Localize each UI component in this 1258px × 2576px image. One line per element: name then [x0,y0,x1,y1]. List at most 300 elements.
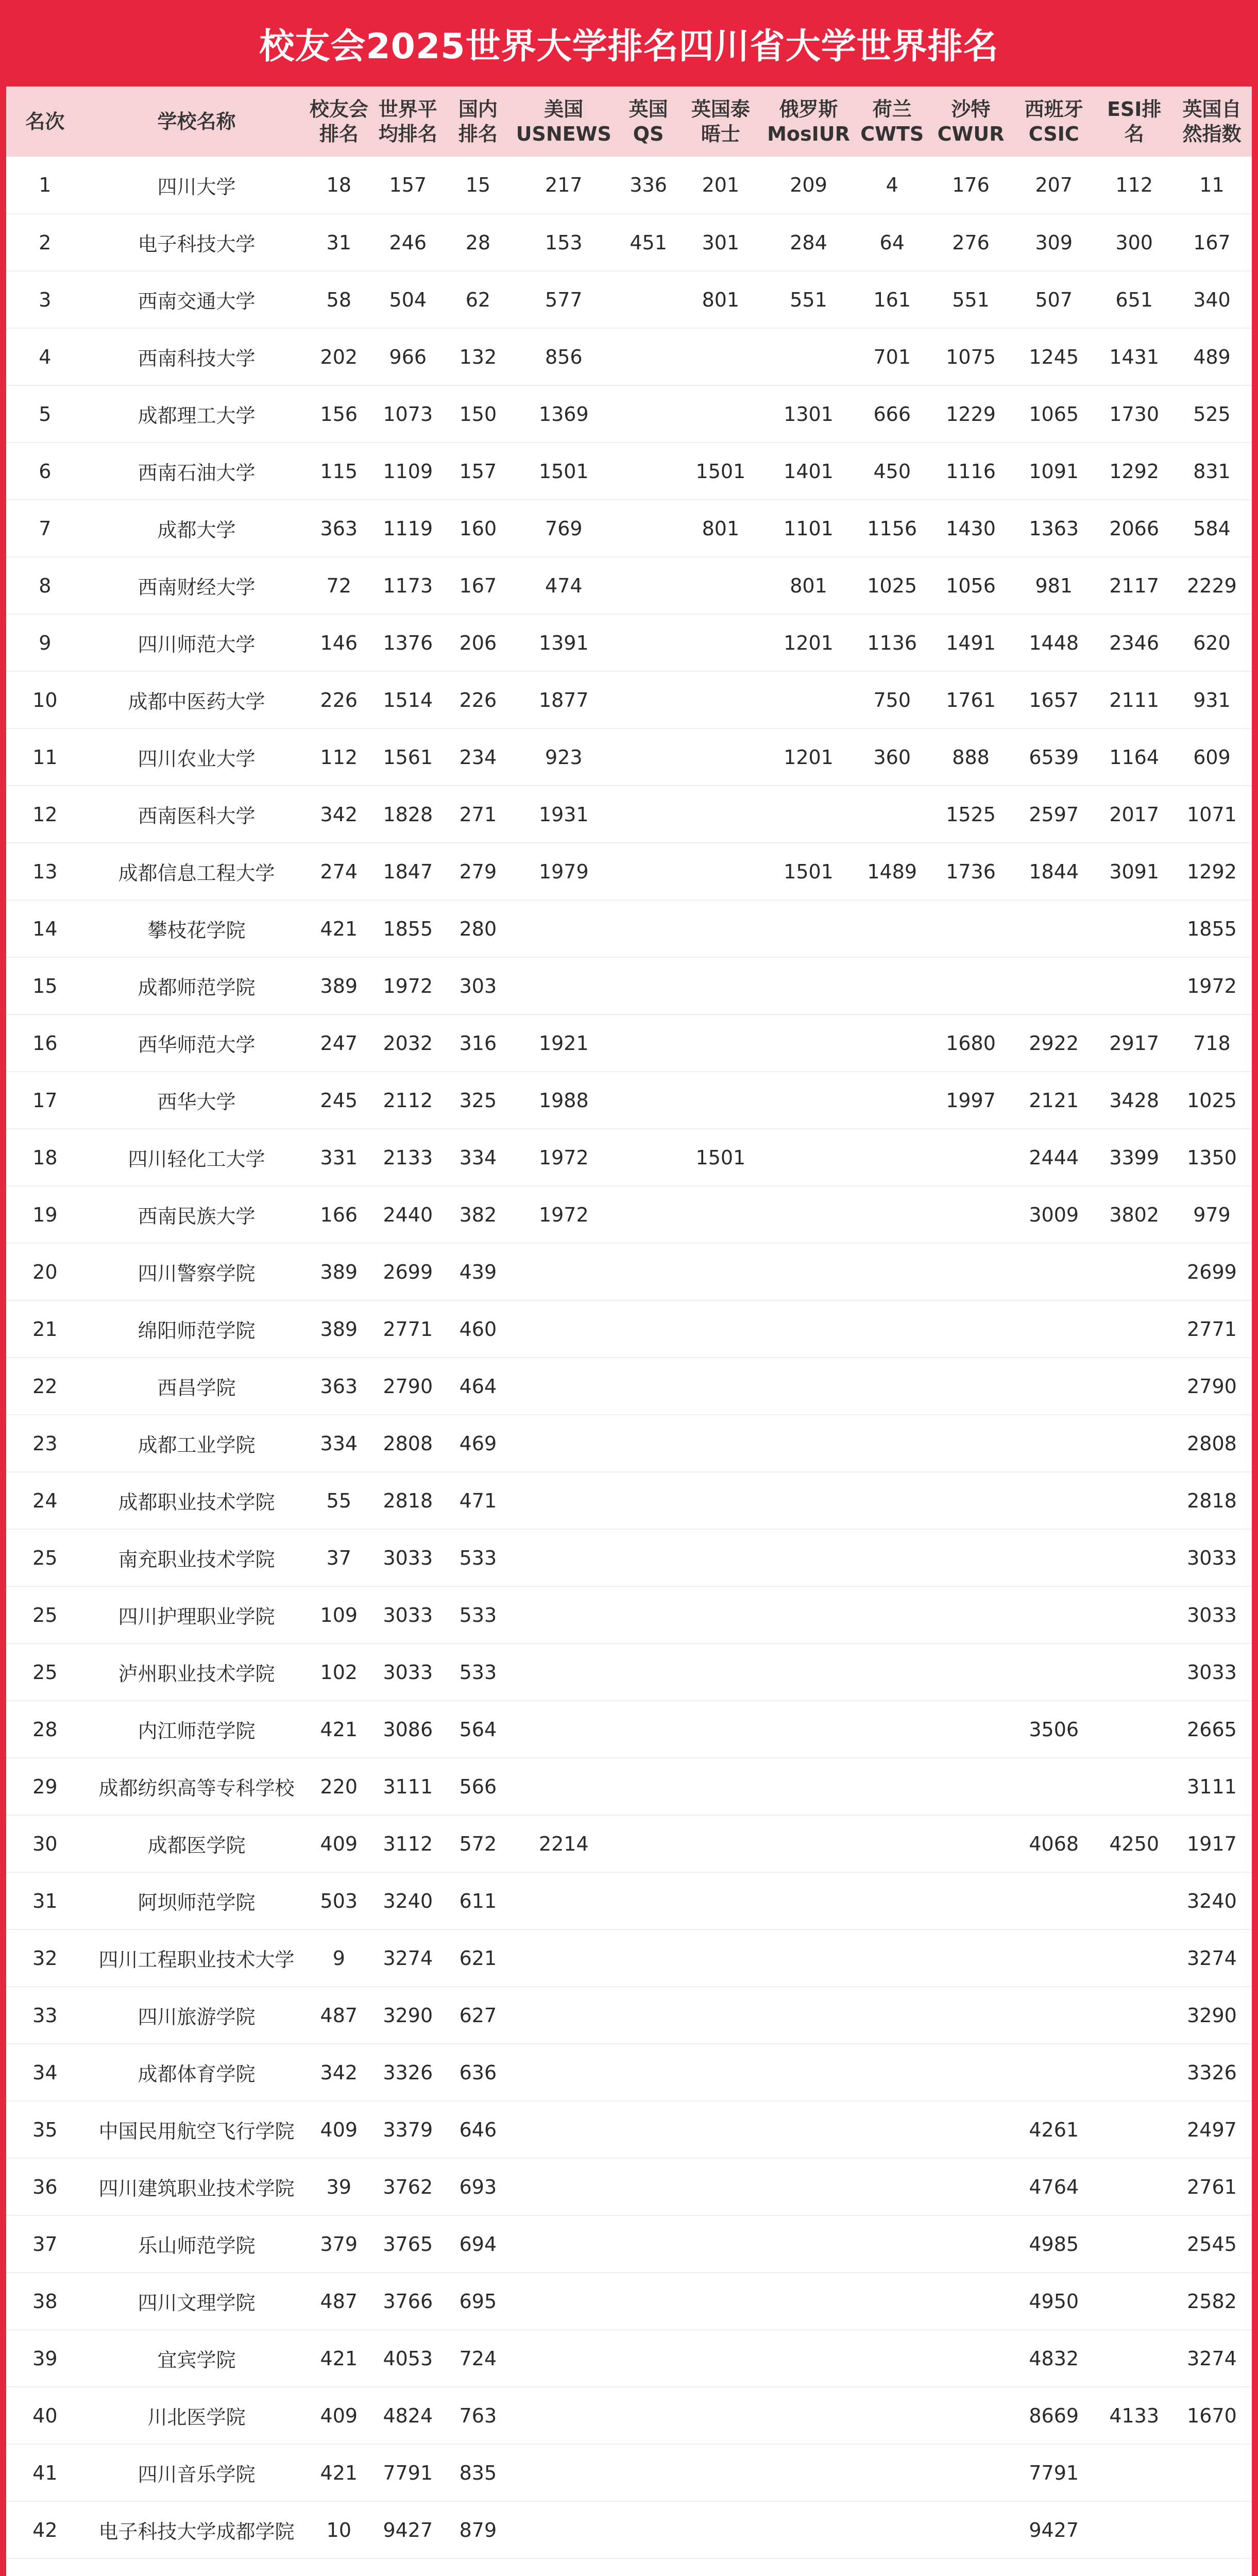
table-row [6,614,1252,671]
table-cell [678,557,763,614]
table-cell: 1972 [1187,974,1237,997]
table-row [6,1358,1252,1415]
table-cell [763,1129,854,1186]
table-cell [619,1758,678,1815]
table-cell [930,1872,1011,1929]
table-cell: 4133 [1109,2404,1160,2427]
table-cell: 460 [459,1317,497,1341]
school-name-cell: 内江师范学院 [138,1720,256,1742]
table-cell [1096,2273,1172,2330]
rank-cell: 7 [39,517,52,540]
table-cell: 1292 [1187,860,1237,883]
table-cell [678,1415,763,1472]
table-cell [1011,1529,1096,1586]
table-cell [509,2101,619,2158]
table-cell: 2111 [1109,688,1160,711]
table-row [6,1929,1252,1987]
table-cell [678,2215,763,2273]
table-cell [368,2558,447,2576]
table-cell [854,1243,930,1300]
table-cell: 1844 [1029,860,1079,883]
table-cell [509,900,619,957]
rank-cell: 28 [32,1718,58,1741]
table-cell [930,1987,1011,2044]
table-cell: 487 [320,2290,358,2313]
table-cell [854,1529,930,1586]
table-row [6,557,1252,614]
table-cell [1096,900,1172,957]
table-cell [763,1472,854,1529]
table-cell: 2761 [1187,2175,1237,2198]
table-cell: 3399 [1109,1146,1160,1169]
table-cell: 620 [1193,631,1231,654]
table-cell [1011,2558,1096,2576]
table-cell: 621 [459,1946,497,1970]
table-cell: 2790 [383,1375,433,1398]
table-cell [854,1472,930,1529]
rank-cell: 30 [32,1832,58,1855]
column-header: 英国泰 晤士 [691,98,750,145]
table-cell [1096,1701,1172,1758]
table-cell: 2346 [1109,631,1160,654]
table-cell: 3506 [1029,1718,1079,1741]
table-cell [509,1529,619,1586]
table-cell: 1025 [867,574,917,597]
table-cell [763,1872,854,1929]
table-cell: 1972 [538,1203,589,1226]
table-cell: 166 [320,1203,358,1226]
table-cell: 471 [459,1489,497,1512]
ranking-panel [6,87,1252,2576]
table-row [6,328,1252,385]
table-cell: 279 [459,860,497,883]
table-cell [678,2444,763,2501]
table-cell: 1670 [1187,2404,1237,2427]
table-cell [854,1872,930,1929]
table-cell [619,614,678,671]
table-cell [619,2158,678,2215]
table-cell [619,1701,678,1758]
table-cell: 3111 [1187,1775,1237,1798]
table-cell: 1448 [1029,631,1079,654]
table-cell: 504 [389,288,427,311]
rank-cell: 36 [32,2175,58,2198]
table-cell: 627 [459,2004,497,2027]
table-cell: 161 [873,288,911,311]
table-cell: 379 [320,2232,358,2256]
table-cell: 724 [459,2347,497,2370]
table-cell [619,2101,678,2158]
table-cell: 646 [459,2118,497,2141]
table-cell: 879 [459,2518,497,2541]
table-cell [854,1987,930,2044]
table-cell [854,1300,930,1358]
table-cell [930,1472,1011,1529]
school-name-cell: 西南民族大学 [138,1205,256,1228]
table-cell [930,2387,1011,2444]
table-cell [678,843,763,900]
table-cell: 1245 [1029,345,1079,368]
school-name-cell: 四川音乐学院 [138,2463,256,2486]
table-cell: 157 [389,174,427,196]
table-cell [509,1701,619,1758]
school-name-cell: 西南石油大学 [138,462,256,484]
table-cell [930,1300,1011,1358]
table-cell: 931 [1193,688,1231,711]
table-cell: 966 [389,345,427,368]
table-cell: 2808 [383,1432,433,1455]
table-cell [509,2330,619,2387]
table-cell: 1201 [784,631,834,654]
table-cell [1011,1872,1096,1929]
table-cell [763,328,854,385]
table-cell [619,1872,678,1929]
table-cell: 1997 [946,1089,996,1112]
table-cell: 2771 [1187,1317,1237,1341]
table-cell [619,271,678,328]
table-cell [854,1072,930,1129]
table-cell: 31 [326,231,351,254]
table-cell: 1657 [1029,688,1079,711]
school-name-cell: 成都理工大学 [138,404,256,427]
school-name-cell: 宜宾学院 [157,2349,236,2371]
table-cell [678,1815,763,1872]
table-cell [509,2387,619,2444]
table-cell: 3033 [1187,1660,1237,1684]
table-cell: 1561 [383,745,433,769]
table-cell: 4950 [1029,2290,1079,2313]
table-cell [1096,2444,1172,2501]
rank-cell: 9 [39,631,52,654]
rank-cell: 34 [32,2061,58,2084]
table-cell [763,671,854,728]
table-cell: 1501 [695,1146,746,1169]
table-cell: 334 [459,1146,497,1169]
table-cell: 4053 [383,2347,433,2370]
table-cell [619,671,678,728]
table-row [6,728,1252,786]
table-cell [763,1758,854,1815]
table-cell [763,957,854,1014]
table-cell: 1514 [383,688,433,711]
table-cell: 923 [545,745,583,769]
table-cell [763,900,854,957]
table-cell: 801 [702,517,740,540]
column-header: 名次 [25,110,65,133]
table-row [6,2330,1252,2387]
table-cell: 469 [459,1432,497,1455]
table-cell [619,2387,678,2444]
table-cell [763,2501,854,2558]
rank-cell: 22 [32,1375,58,1398]
school-name-cell: 成都职业技术学院 [118,1491,275,1514]
table-cell: 271 [459,803,497,826]
school-name-cell: 四川大学 [157,175,236,198]
table-cell [509,1872,619,1929]
table-cell [854,1586,930,1643]
table-cell: 533 [459,1546,497,1569]
table-cell: 246 [389,231,427,254]
table-cell: 1065 [1029,402,1079,426]
table-cell [763,1300,854,1358]
table-row [6,1129,1252,1186]
table-cell: 3379 [383,2118,433,2141]
table-cell [678,1243,763,1300]
table-cell: 1917 [1187,1832,1237,1855]
table-cell: 3326 [1187,2061,1237,2084]
table-row [6,900,1252,957]
table-cell: 10 [326,2518,351,2541]
column-header: ESI排 名 [1107,98,1162,145]
table-cell: 1075 [946,345,996,368]
table-cell [854,2044,930,2101]
table-cell [763,2444,854,2501]
table-cell [763,2558,854,2576]
table-cell [619,1014,678,1072]
table-cell [763,1415,854,1472]
table-cell [930,2558,1011,2576]
table-cell [763,2044,854,2101]
table-cell: 39 [326,2175,351,2198]
table-cell: 360 [873,745,911,769]
table-cell: 888 [952,745,990,769]
table-cell [678,385,763,443]
table-cell [619,957,678,1014]
table-cell: 1229 [946,402,996,426]
table-cell [678,1014,763,1072]
table-cell [678,1701,763,1758]
table-cell: 72 [326,574,351,597]
table-cell [619,500,678,557]
table-cell: 611 [459,1889,497,1912]
table-cell [1011,1758,1096,1815]
table-cell: 701 [873,345,911,368]
table-cell: 2229 [1187,574,1237,597]
table-cell: 489 [1193,345,1231,368]
table-cell [1096,1358,1172,1415]
table-cell: 62 [465,288,491,311]
table-cell [509,2558,619,2576]
table-cell: 160 [459,517,497,540]
rank-cell: 42 [32,2518,58,2541]
table-cell: 280 [459,917,497,940]
table-cell [854,1129,930,1186]
rank-cell: 25 [32,1546,58,1569]
table-cell: 2133 [383,1146,433,1169]
school-name-cell: 成都体育学院 [138,2063,256,2086]
table-cell: 835 [459,2461,497,2484]
school-name-cell: 成都医学院 [147,1834,246,1857]
table-cell: 1430 [946,517,996,540]
table-cell: 1376 [383,631,433,654]
table-cell [447,2558,508,2576]
column-header: 西班牙 CSIC [1024,98,1083,145]
table-cell [854,1643,930,1701]
table-cell [619,900,678,957]
table-cell: 487 [320,2004,358,2027]
table-row [6,1872,1252,1929]
table-cell [678,957,763,1014]
table-cell: 1431 [1109,345,1160,368]
table-cell [619,1129,678,1186]
table-cell [678,1529,763,1586]
table-cell: 1501 [784,860,834,883]
table-cell: 334 [320,1432,358,1455]
table-cell [619,1300,678,1358]
table-cell: 342 [320,803,358,826]
table-cell: 801 [702,288,740,311]
table-cell [1011,1643,1096,1701]
table-cell [763,1815,854,1872]
table-cell [509,1243,619,1300]
table-cell [763,1529,854,1586]
table-cell: 156 [320,402,358,426]
table-cell [930,1529,1011,1586]
table-cell [1096,1529,1172,1586]
table-cell [678,614,763,671]
table-cell: 1071 [1187,803,1237,826]
table-cell: 15 [465,174,491,196]
table-cell: 1931 [538,803,589,826]
table-cell: 276 [952,231,990,254]
table-cell: 167 [1193,231,1231,254]
rank-cell: 10 [32,688,58,711]
table-cell: 1363 [1029,517,1079,540]
table-cell [619,2044,678,2101]
table-cell [509,1472,619,1529]
table-cell [763,1929,854,1987]
table-row [6,2444,1252,2501]
table-cell: 6539 [1029,745,1079,769]
table-cell [930,1758,1011,1815]
table-cell: 3009 [1029,1203,1079,1226]
table-cell: 226 [320,688,358,711]
table-row [6,1758,1252,1815]
table-cell: 102 [320,1660,358,1684]
table-cell: 340 [1193,288,1231,311]
table-cell [854,2444,930,2501]
table-cell [619,1358,678,1415]
school-name-cell: 成都大学 [157,519,236,541]
table-cell: 1988 [538,1089,589,1112]
table-cell: 1491 [946,631,996,654]
table-cell: 201 [702,174,740,196]
table-cell [763,1701,854,1758]
table-cell: 4824 [383,2404,433,2427]
table-cell: 1292 [1109,460,1160,483]
table-cell [1011,2044,1096,2101]
table-row [6,271,1252,328]
table-cell [854,1815,930,1872]
school-name-cell: 西南医科大学 [138,805,256,827]
table-row [6,1186,1252,1243]
table-cell [930,1701,1011,1758]
table-cell: 336 [630,174,667,196]
table-cell [854,1415,930,1472]
table-cell: 695 [459,2290,497,2313]
table-cell [1172,2444,1252,2501]
table-row [6,2558,1252,2576]
table-cell [619,1072,678,1129]
school-name-cell: 阿坝师范学院 [138,1891,256,1914]
table-cell: 1761 [946,688,996,711]
table-cell [1011,1243,1096,1300]
rank-cell: 13 [32,860,58,883]
table-row [6,2101,1252,2158]
table-cell [854,900,930,957]
table-cell [678,1586,763,1643]
table-cell: 300 [1115,231,1153,254]
table-cell [1011,900,1096,957]
table-cell: 409 [320,2404,358,2427]
table-cell: 1972 [383,974,433,997]
table-cell [1096,2044,1172,2101]
table-cell: 8669 [1029,2404,1079,2427]
table-cell [1096,1872,1172,1929]
table-cell: 1091 [1029,460,1079,483]
table-cell: 112 [320,745,358,769]
rank-cell: 2 [39,231,52,254]
table-cell [619,1987,678,2044]
table-cell [854,1758,930,1815]
table-cell: 1855 [1187,917,1237,940]
table-cell [854,957,930,1014]
table-cell: 2440 [383,1203,433,1226]
table-cell: 389 [320,974,358,997]
table-cell: 4 [886,174,898,196]
table-cell: 167 [459,574,497,597]
table-cell [763,786,854,843]
page-title: 校友会2025世界大学排名四川省大学世界排名 [259,26,999,67]
table-cell: 572 [459,1832,497,1855]
table-cell [678,2273,763,2330]
rank-cell: 14 [32,917,58,940]
table-row [6,1072,1252,1129]
table-cell [930,2044,1011,2101]
table-cell: 1501 [695,460,746,483]
rank-cell: 38 [32,2290,58,2313]
table-row [6,443,1252,500]
table-cell: 382 [459,1203,497,1226]
table-cell [1011,1300,1096,1358]
table-cell: 3111 [383,1775,433,1798]
table-cell [678,1872,763,1929]
table-cell: 2117 [1109,574,1160,597]
table-cell [619,728,678,786]
table-cell [509,1415,619,1472]
table-cell [678,900,763,957]
table-cell [1011,1987,1096,2044]
table-cell: 801 [790,574,827,597]
table-row [6,1987,1252,2044]
table-cell: 2214 [538,1832,589,1855]
table-row [6,1300,1252,1358]
table-row [6,2501,1252,2558]
table-cell [763,1186,854,1243]
table-cell [854,2387,930,2444]
table-cell: 146 [320,631,358,654]
table-cell: 693 [459,2175,497,2198]
table-cell: 666 [873,402,911,426]
table-cell [1096,957,1172,1014]
table-cell [930,1129,1011,1186]
table-row [6,500,1252,557]
table-cell: 3033 [1187,1546,1237,1569]
table-cell [509,2158,619,2215]
table-cell: 28 [465,231,491,254]
table-cell [678,2558,763,2576]
school-name-cell: 四川师范大学 [138,633,256,656]
